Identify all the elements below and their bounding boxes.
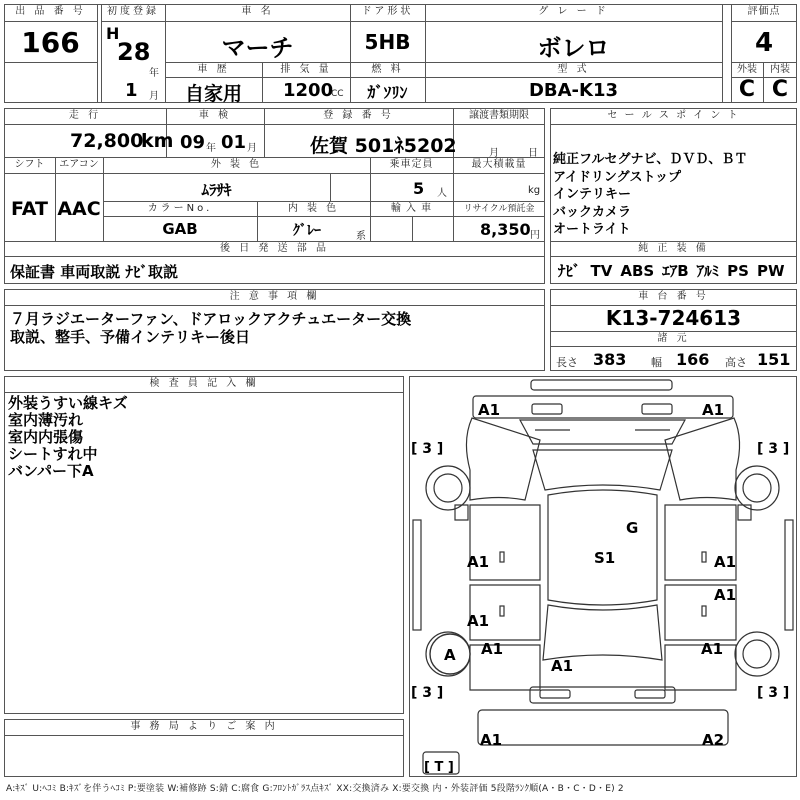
mark-wheel: A [444,646,456,664]
mark-bracket-tr: [ 3 ] [757,441,790,457]
mark-glass: G [626,519,639,537]
model-label: 型 式 [557,64,590,75]
inspector-line: シートすれ中 [8,445,98,463]
mark-trunk: A1 [551,657,574,675]
sales-points-label: セ ー ル ス ポ イ ン ト [607,110,740,121]
mark-bracket-br: [ 3 ] [757,685,790,701]
mileage: 72,800 [70,130,144,152]
plate-number: 佐賀 501ﾈ5202 [310,135,457,157]
equipment-item: PW [756,262,785,280]
capacity-unit: 人 [437,188,447,199]
recycle-amount: 8,350 [480,220,531,239]
ext-color: ﾑﾗｻｷ [201,181,232,199]
first-reg-month: 1 [125,80,138,101]
mark-door-fl: A1 [467,553,490,571]
displacement-unit: CC [331,89,344,99]
inspection-year: 09 [180,132,206,153]
inspector-line: 室内薄汚れ [8,411,84,429]
damage-legend: A:ｷｽﾞ U:ﾍｺﾐ B:ｷｽﾞを伴うﾍｺﾐ P:要塗装 W:補修跡 S:錆 C:腐食 G:ﾌﾛﾝﾄｶﾞﾗｽ点ｷｽﾞ XX:交換済み X:要交換 内・外装評価 5段階ﾗﾝｸ順(A・B・C・D・E) 2 [6,784,624,794]
ac-label: エアコン [59,159,99,170]
height-label: 高さ [725,356,747,369]
mark-fender-left: A1 [481,640,504,658]
int-color: ｸﾞﾚｰ [293,223,321,239]
mark-fender-right: A1 [714,586,737,604]
door-shape: 5HB [364,30,411,54]
lot-no: 166 [21,26,80,59]
transfer-day: 日 [528,148,538,159]
mark-rear-left: A1 [480,731,503,749]
note-line: 取説、整手、予備インテリキー後日 [10,328,251,346]
first-reg-label: 初度登録 [107,6,159,17]
sales-points-list [553,151,747,239]
length-label: 長さ [556,356,578,369]
mark-rear-right: A2 [702,731,725,749]
transfer-label: 譲渡書類期限 [469,110,529,121]
score: 4 [754,28,774,58]
mark-roof: S1 [594,549,616,567]
equipment-item: PS [727,262,749,280]
mark-door-rl: A1 [467,612,490,630]
transfer-month: 月 [489,148,499,159]
recycle-unit: 円 [530,230,540,241]
sales-point: インテリキー [553,187,632,202]
sales-point: バックカメラ [553,204,632,220]
office-label: 事 務 局 よ り ご 案 内 [130,721,278,732]
spec-label: 諸 元 [657,333,690,344]
car-diagram [409,376,797,777]
width-value: 166 [676,350,710,369]
height-value: 151 [757,350,791,369]
shift-label: シフト [14,159,45,170]
fuel: ｶﾞｿﾘﾝ [367,83,408,102]
first-reg-era: H [106,24,120,43]
equipment-item: TV [590,262,613,280]
length-value: 383 [593,350,627,369]
inspection-year-unit: 年 [206,143,216,154]
door-label: ドア形状 [361,6,414,17]
later-parts: 保証書 車両取説 ﾅﾋﾞ取説 [10,263,178,281]
equipment-item: ABS [620,262,655,280]
capacity-label: 乗車定員 [389,159,434,170]
chassis-label: 車 台 番 号 [638,291,709,302]
inspector-line: 外装うすい線キズ [8,394,128,412]
int-grade-label: 内装 [770,64,790,75]
mark-bracket-tl: [ 3 ] [411,441,444,457]
later-parts-label: 後 日 発 送 部 品 [220,243,329,254]
mark-door-fr: A1 [714,553,737,571]
year-unit: 年 [149,68,159,79]
shift: FAT [11,198,48,220]
color-no: GAB [162,220,198,238]
inspection-label: 車 検 [198,110,232,121]
import-label: 輸 入 車 [390,203,433,214]
ac: AAC [57,198,101,220]
grade: ボレロ [537,34,610,62]
car-name: マーチ [221,34,294,62]
inspection-month-unit: 月 [247,143,257,154]
notes-label: 注 意 事 項 欄 [229,291,320,302]
mileage-unit: km [141,130,174,152]
plate-label: 登 録 番 号 [323,110,394,121]
history-label: 車 歴 [197,64,230,75]
note-line: ７月ラジエーターファン、ドアロックアクチュエーター交換 [10,310,412,328]
max-load-label: 最大積載量 [471,159,527,170]
chassis-number: K13-724613 [605,306,742,330]
displacement: 1200 [283,80,334,101]
inspector-label: 検 査 員 記 入 欄 [149,378,259,389]
mark-front-left: A1 [478,401,501,419]
month-unit: 月 [149,91,159,102]
displacement-label: 排 気 量 [280,64,332,75]
inspection-month: 01 [221,132,247,153]
equipment-item: ｴｱB [662,262,689,280]
first-reg-year: 28 [117,38,151,66]
score-label: 評価点 [747,6,781,17]
mark-front-right: A1 [702,401,725,419]
inspector-notes [8,395,128,480]
equipment-label: 純 正 装 備 [638,243,709,254]
max-load-unit: kg [528,185,541,196]
car-name-label: 車 名 [241,6,274,17]
sales-point: オートライト [553,222,631,237]
model: DBA-K13 [528,80,619,101]
int-grade: C [771,77,789,102]
sales-point: 純正フルセグナビ、ＤＶＤ、ＢＴ [553,152,748,167]
history: 自家用 [184,83,242,105]
capacity: 5 [413,179,425,198]
width-label: 幅 [651,356,662,369]
mileage-label: 走 行 [68,110,102,121]
lot-no-label: 出 品 番 号 [15,6,86,17]
grade-label: グ レ ー ド [538,6,609,17]
sales-point: アイドリングストップ [553,169,682,185]
fuel-label: 燃 料 [371,64,404,75]
mark-door-rr: A1 [701,640,724,658]
ext-grade-label: 外装 [737,64,757,75]
ext-grade: C [738,77,756,102]
notes-text [10,310,411,346]
mark-bracket-bl: [ 3 ] [411,685,444,701]
color-no-label: カラーNo. [147,203,213,214]
equipment-list [558,260,785,281]
mark-bracket-t: [ T ] [424,760,454,775]
equipment-item: ﾅﾋﾞ [558,262,581,280]
equipment-item: ｱﾙﾐ [696,262,720,280]
inspector-line: 室内内張傷 [8,428,84,446]
ext-color-label: 外 装 色 [210,159,263,170]
int-color-label: 内 装 色 [287,203,340,214]
recycle-label: リサイクル預託金 [463,204,535,214]
int-color-suffix: 系 [356,231,366,242]
inspector-line: バンパー下A [8,462,94,480]
